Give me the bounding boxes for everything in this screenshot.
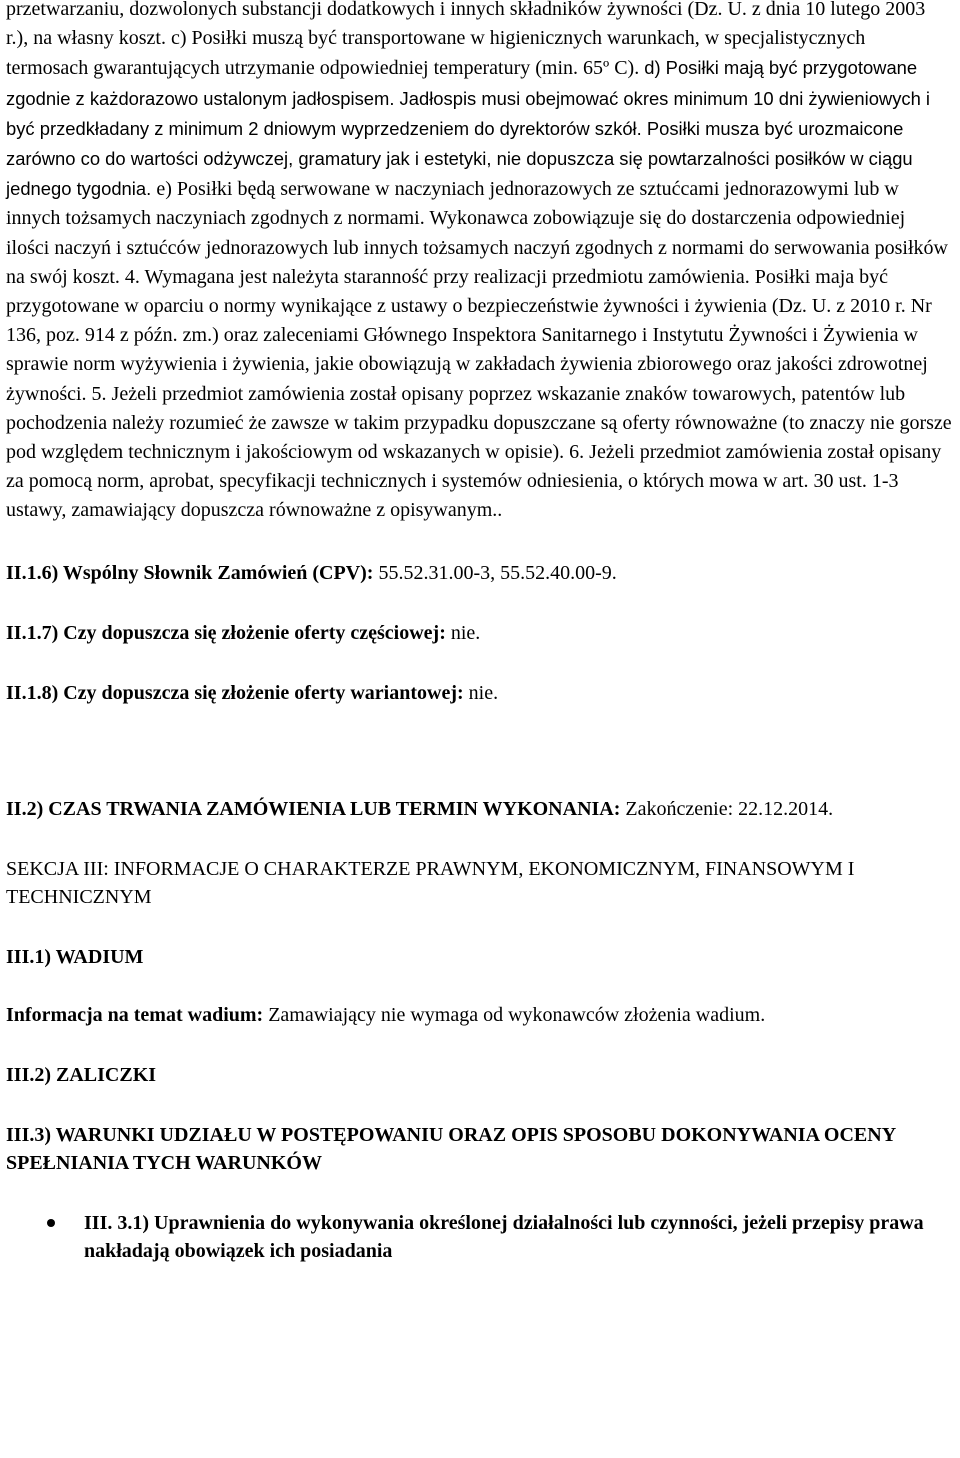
paragraph-segment: e) Posiłki będą serwowane w naczyniach jednorazowych ze sztućcami jednorazowymi lub w innych tożsamych naczyniach zgodnych z normami. Wykonawca zobowiązuje się do dostarczenia odpowiedniej ilości naczyń i sztućców jednorazowych lub innych tożsamych naczyń zgodnych z normami do serwowania posiłków na swój koszt. 4. Wymagana jest należyta staranność przy realizacji przedmiotu zamówienia. Posiłki maja być przygotowane w oparciu o normy wynikające z ustawy o bezpieczeństwie żywności i żywienia (Dz. U. z 2010 r. Nr 136, poz. 914 z późn. zm.) oraz zaleceniami Głównego Inspektora Sanitarnego i Instytutu Żywności i Żywienia w sprawie norm wyżywienia i żywienia, jakie obowiązują w zakładach żywienia zbiorowego oraz jakości zdrowotnej żywności. 5. Jeżeli przedmiot zamówienia został opisany poprzez wskazanie znaków towarowych, patentów lub pochodzenia należy rozumieć że zawsze w takim przypadku dopuszczane są oferty równoważne (to znaczy nie gorsze pod względem technicznym i jakościowym od wskazanych w opisie). 6. Jeżeli przedmiot zamówienia został opisany za pomocą norm, aprobat, specyfikacji technicznych i systemów odniesienia, o których mowa w art. 30 ust. 1-3 ustawy, zamawiający dopuszcza równoważne z opisywanym.. [6, 178, 952, 522]
wadium-info-line [6, 1001, 952, 1029]
partial-offer-label: II.1.7) Czy dopuszcza się złożenie oferty częściowej: [6, 621, 446, 644]
variant-offer-line [6, 679, 952, 707]
duration-label: II.2) CZAS TRWANIA ZAMÓWIENIA LUB TERMIN WYKONANIA: [6, 797, 621, 820]
wadium-info-label: Informacja na temat wadium: [6, 1003, 264, 1026]
cpv-value: 55.52.31.00-3, 55.52.40.00-9. [373, 561, 617, 584]
partial-offer-value: nie. [445, 621, 481, 644]
variant-offer-value: nie. [463, 681, 499, 704]
cpv-line [6, 559, 952, 587]
duration-line [6, 795, 952, 823]
conditions-heading: III.3) WARUNKI UDZIAŁU W POSTĘPOWANIU ORAZ OPIS SPOSOBU DOKONYWANIA OCENY SPEŁNIANIA TYCH WARUNKÓW [6, 1123, 896, 1174]
variant-offer-label: II.1.8) Czy dopuszcza się złożenie oferty wariantowej: [6, 681, 464, 704]
paragraph-segment: d) Posiłki mają być przygotowane zgodnie z każdorazowo ustalonym jadłospisem. Jadłospis musi obejmować okres minimum 10 dni żywieniowych i być przedkładany z minimum 2 dniowym wyprzedzeniem do dyrektorów szkół. Posiłki musza być urozmaicone zarówno co do wartości odżywczej, gramatury jak i estetyki, nie dopuszcza się powtarzalności posiłków w ciągu jednego tygodnia. [6, 57, 931, 200]
cpv-label: II.1.6) Wspólny Słownik Zamówień (CPV): [6, 561, 374, 584]
wadium-heading: III.1) WADIUM [6, 945, 144, 968]
bullet-item-text: III. 3.1) Uprawnienia do wykonywania określonej działalności lub czynności, jeżeli przepisy prawa nakładają obowiązek ich posiadania [84, 1211, 924, 1262]
conditions-bullet-list [6, 1209, 952, 1265]
bullet-item [84, 1209, 952, 1265]
partial-offer-line [6, 619, 952, 647]
bullet-dot-icon [47, 1219, 55, 1227]
zaliczki-heading: III.2) ZALICZKI [6, 1063, 157, 1086]
duration-value: Zakończenie: 22.12.2014. [620, 797, 834, 820]
paragraph-segment: przetwarzaniu, dozwolonych substancji dodatkowych i innych składników żywności (Dz. U. z dnia 10 lutego 2003 r.), na własny koszt. c) Posiłki muszą być transportowane w higienicznych warunkach, w specjalistycznych termosach gwarantujących utrzymanie odpowiedniej temperatury (min. 65º C). [6, 0, 926, 80]
section-3-title: SEKCJA III: INFORMACJE O CHARAKTERZE PRAWNYM, EKONOMICZNYM, FINANSOWYM I TECHNICZNYM [6, 857, 855, 908]
wadium-info-value: Zamawiający nie wymaga od wykonawców złożenia wadium. [263, 1003, 766, 1026]
order-description-paragraph [6, 0, 952, 526]
